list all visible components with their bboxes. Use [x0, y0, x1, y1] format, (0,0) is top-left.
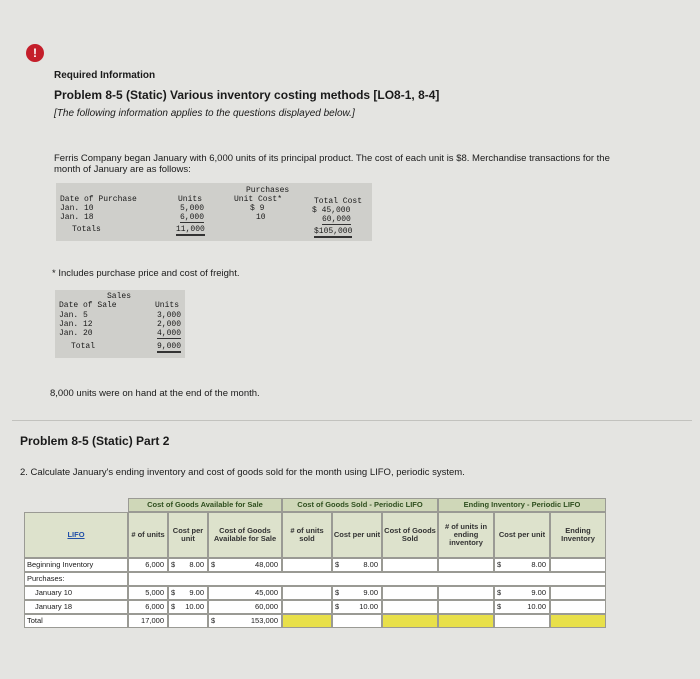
sale-total-label: Total: [71, 342, 96, 351]
purchases-table: [56, 183, 372, 241]
total-cpu-blank: [168, 614, 208, 628]
purchase-date: Jan. 18: [60, 213, 94, 222]
question-text: 2. Calculate January's ending inventory and cost of goods sold for the month using LIFO, periodic system.: [20, 467, 465, 478]
lifo-link[interactable]: [24, 512, 128, 558]
lifo-worksheet: [24, 498, 606, 632]
problem-subtitle: [The following information applies to the questions displayed below.]: [54, 108, 355, 119]
purchase-unit-cost: 10: [256, 213, 266, 222]
total-units: 17,000: [128, 614, 168, 628]
jan10-cpu-value: 9.00: [189, 588, 204, 597]
purchase-totals-cost: $105,000: [314, 227, 353, 236]
section-divider: [12, 420, 692, 421]
total-cogs-input[interactable]: [382, 614, 438, 628]
sale-date: Jan. 12: [59, 320, 93, 329]
jan18-cpu-ending-value: 10.00: [527, 602, 546, 611]
jan10-cpu-sold-value: 9.00: [363, 588, 378, 597]
dollar-sign: $: [171, 560, 176, 569]
purchases-blank-row: [128, 572, 606, 586]
jan18-ending-input[interactable]: [550, 600, 606, 614]
begin-cogs-input[interactable]: [382, 558, 438, 572]
jan10-units-sold-input[interactable]: [282, 586, 332, 600]
jan10-cost: 45,000: [208, 586, 282, 600]
header-units-sold: # of units sold: [282, 512, 332, 558]
begin-cpu-ending-value: 8.00: [531, 560, 546, 569]
purchase-unit-cost: $ 9: [250, 204, 265, 213]
jan10-cogs-input[interactable]: [382, 586, 438, 600]
jan18-cost-per-unit: [168, 600, 208, 614]
total-cpu-ending-blank: [494, 614, 550, 628]
sale-units: 2,000: [157, 320, 182, 329]
dollar-sign: $: [497, 602, 502, 611]
row-label-beginning: Beginning Inventory: [24, 558, 128, 572]
row-label-jan18: January 18: [24, 600, 128, 614]
jan18-cost: 60,000: [208, 600, 282, 614]
jan18-cpu-sold: [332, 600, 382, 614]
jan10-ending-input[interactable]: [550, 586, 606, 600]
jan18-units-ending-input[interactable]: [438, 600, 494, 614]
jan10-cpu-ending-value: 9.00: [531, 588, 546, 597]
total-cost-value: 153,000: [250, 616, 278, 625]
dollar-sign: $: [335, 560, 340, 569]
col-date-of-purchase: Date of Purchase: [60, 195, 137, 204]
freight-footnote: * Includes purchase price and cost of freight.: [52, 268, 240, 279]
intro-text: Ferris Company began January with 6,000 units of its principal product. The cost of each unit is $8. Merchandise transactions for the month of January are as follows:: [54, 153, 610, 175]
jan18-cpu-sold-value: 10.00: [359, 602, 378, 611]
purchase-total: 60,000: [322, 215, 351, 224]
jan18-cogs-input[interactable]: [382, 600, 438, 614]
purchases-group-header: Purchases: [246, 186, 290, 195]
header-cost-available: Cost of Goods Available for Sale: [208, 512, 282, 558]
begin-cpu-ending: [494, 558, 550, 572]
purchase-date: Jan. 10: [60, 204, 94, 213]
row-label-purchases: Purchases:: [24, 572, 128, 586]
col-units: Units: [155, 301, 180, 310]
header-cost-per-unit-ending: Cost per unit: [494, 512, 550, 558]
begin-units-sold-input[interactable]: [282, 558, 332, 572]
begin-cost-value: 48,000: [255, 560, 278, 569]
sales-group-header: Sales: [107, 292, 132, 301]
sale-date: Jan. 20: [59, 329, 93, 338]
dollar-sign: $: [211, 616, 216, 625]
begin-cpu-sold-value: 8.00: [363, 560, 378, 569]
jan18-cpu-ending: [494, 600, 550, 614]
sale-date: Jan. 5: [59, 311, 88, 320]
purchase-totals-label: Totals: [72, 225, 101, 234]
sales-table: [55, 290, 185, 358]
dollar-sign: $: [211, 560, 216, 569]
total-ending-input[interactable]: [550, 614, 606, 628]
begin-ending-input[interactable]: [550, 558, 606, 572]
purchase-totals-units: 11,000: [176, 225, 205, 234]
begin-cost-per-unit: [168, 558, 208, 572]
col-date-of-sale: Date of Sale: [59, 301, 117, 310]
jan18-cpu-value: 10.00: [185, 602, 204, 611]
jan10-cpu-ending: [494, 586, 550, 600]
dollar-sign: $: [497, 560, 502, 569]
dollar-sign: $: [171, 588, 176, 597]
purchase-total: $ 45,000: [312, 206, 351, 215]
begin-cpu-sold: [332, 558, 382, 572]
group-header-available: Cost of Goods Available for Sale: [128, 498, 282, 512]
header-units-ending: # of units in ending inventory: [438, 512, 494, 558]
total-cpu-sold-blank: [332, 614, 382, 628]
lifo-label[interactable]: LIFO: [67, 530, 85, 539]
jan10-cost-per-unit: [168, 586, 208, 600]
col-total-cost: Total Cost: [314, 197, 363, 206]
col-units: Units: [178, 195, 203, 204]
sale-units: 3,000: [157, 311, 182, 320]
jan10-cpu-sold: [332, 586, 382, 600]
dollar-sign: $: [497, 588, 502, 597]
row-label-jan10: January 10: [24, 586, 128, 600]
jan18-units: 6,000: [128, 600, 168, 614]
header-cost-per-unit: Cost per unit: [168, 512, 208, 558]
col-unit-cost: Unit Cost*: [234, 195, 283, 204]
group-header-cogs: Cost of Goods Sold - Periodic LIFO: [282, 498, 438, 512]
alert-icon: !: [26, 44, 44, 62]
row-label-total: Total: [24, 614, 128, 628]
header-cost-per-unit-sold: Cost per unit: [332, 512, 382, 558]
begin-cpu-value: 8.00: [189, 560, 204, 569]
required-label: Required Information: [54, 70, 156, 81]
jan18-units-sold-input[interactable]: [282, 600, 332, 614]
sale-total-units: 9,000: [157, 342, 182, 351]
begin-units: 6,000: [128, 558, 168, 572]
dollar-sign: $: [335, 588, 340, 597]
total-cost: [208, 614, 282, 628]
jan10-units-ending-input[interactable]: [438, 586, 494, 600]
begin-cost: [208, 558, 282, 572]
problem-title: Problem 8-5 (Static) Various inventory costing methods [LO8-1, 8-4]: [54, 88, 440, 102]
purchase-units: 5,000: [180, 204, 205, 213]
jan10-units: 5,000: [128, 586, 168, 600]
sale-units: 4,000: [157, 329, 182, 338]
onhand-text: 8,000 units were on hand at the end of the month.: [50, 388, 260, 399]
begin-units-ending-input[interactable]: [438, 558, 494, 572]
header-ending-inventory: Ending Inventory: [550, 512, 606, 558]
dollar-sign: $: [335, 602, 340, 611]
group-header-ending: Ending Inventory - Periodic LIFO: [438, 498, 606, 512]
total-units-ending-input[interactable]: [438, 614, 494, 628]
header-units: # of units: [128, 512, 168, 558]
purchase-units: 6,000: [180, 213, 205, 222]
dollar-sign: $: [171, 602, 176, 611]
part-title: Problem 8-5 (Static) Part 2: [20, 434, 170, 448]
header-cogs: Cost of Goods Sold: [382, 512, 438, 558]
total-units-sold-input[interactable]: [282, 614, 332, 628]
